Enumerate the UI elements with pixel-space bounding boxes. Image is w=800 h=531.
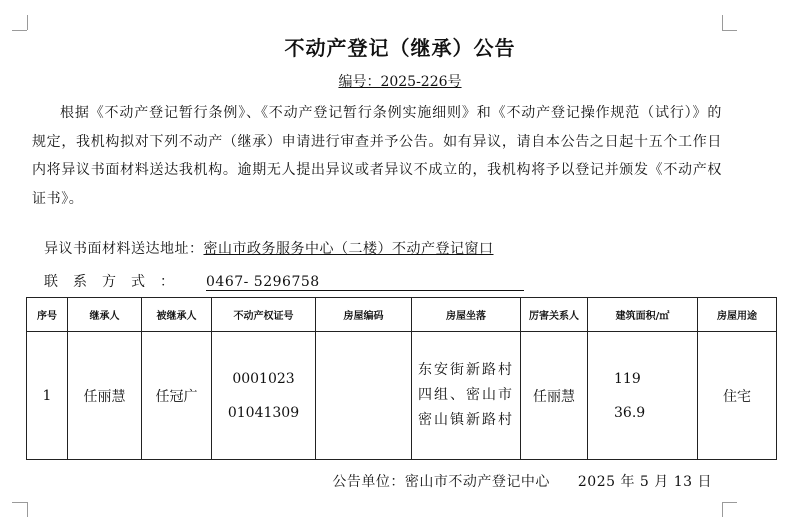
cell-index: 1: [27, 332, 68, 460]
cell-usage: 住宅: [698, 332, 777, 460]
cell-interested-party: 任丽慧: [521, 332, 588, 460]
cell-house-code: [316, 332, 412, 460]
header-cert-number: 不动产权证号: [212, 298, 316, 332]
objection-address-label: 异议书面材料送达地址：: [44, 241, 204, 257]
footer-line: [332, 471, 712, 491]
header-area: 建筑面积/㎡: [588, 298, 698, 332]
cell-area: [588, 332, 698, 460]
area-value-1: 119: [614, 370, 641, 387]
header-usage: 房屋用途: [698, 298, 777, 332]
objection-address-value: 密山市政务服务中心（二楼）不动产登记窗口: [203, 241, 494, 257]
table-row: [27, 332, 777, 460]
contact-label: 联系方式：: [44, 274, 189, 290]
cell-decedent: 任冠广: [142, 332, 212, 460]
cell-location: [412, 332, 521, 460]
table-header-row: [27, 298, 777, 332]
header-interested-party: 厉害关系人: [521, 298, 588, 332]
header-heir: 继承人: [68, 298, 142, 332]
objection-address-line: [44, 238, 494, 258]
header-index: 序号: [27, 298, 68, 332]
cert-number-2: 01041309: [227, 404, 300, 421]
cell-heir: 任丽慧: [68, 332, 142, 460]
contact-value: 0467- 5296758: [206, 274, 524, 291]
cert-number-1: 0001023: [232, 370, 295, 387]
cell-cert-numbers: [212, 332, 316, 460]
announcement-date: 2025 年 5 月 13 日: [577, 474, 712, 490]
header-decedent: 被继承人: [142, 298, 212, 332]
page-title: 不动产登记（继承）公告: [284, 36, 516, 60]
announcement-paragraph: 根据《不动产登记暂行条例》、《不动产登记暂行条例实施细则》和《不动产登记操作规范（试行）》的规定，我机构拟对下列不动产（继承）申请进行审查并予公告。如有异议，请自本公告之日起十五个工作日内将异议书面材料送达我机构。逾期无人提出异议或者异议不成立的，我机构将予以登记并颁发《不动产权证书》。: [32, 105, 722, 207]
document-number: [0, 71, 800, 91]
document-number-text: 编号：2025-226号: [338, 74, 462, 90]
header-location: 房屋坐落: [412, 298, 521, 332]
announcing-unit: 公告单位：密山市不动产登记中心: [332, 474, 550, 490]
contact-line: [44, 271, 524, 291]
area-value-2: 36.9: [614, 404, 646, 421]
location-text: 东安街新路村四组、密山市密山镇新路村: [418, 362, 514, 428]
header-house-code: 房屋编码: [316, 298, 412, 332]
registration-table: [26, 297, 777, 460]
